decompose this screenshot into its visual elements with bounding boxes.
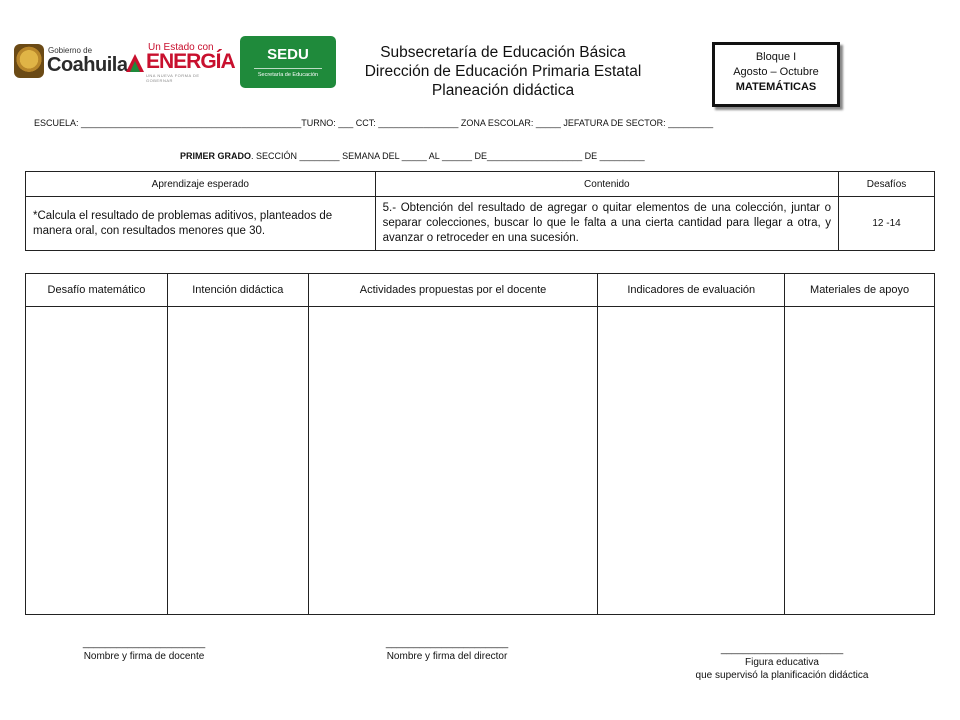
table-row — [26, 197, 935, 251]
grado-label: PRIMER GRADO — [180, 151, 252, 161]
header-desafio-matematico: Desafío matemático — [26, 274, 168, 307]
grado-line[interactable] — [180, 151, 645, 161]
signature-figura — [662, 643, 902, 682]
energia-logo-sub-text: UNA NUEVA FORMA DE GOBERNAR — [146, 73, 200, 83]
header-desafios: Desafíos — [839, 172, 935, 197]
grado-fields: . SECCIÓN ________ SEMANA DEL _____ AL ______ DE___________________ DE _________ — [251, 151, 645, 161]
signature-label-figura-1: Figura educativa — [745, 657, 819, 668]
bloque-label: Bloque I — [755, 51, 797, 63]
cell-desafio-matematico[interactable] — [26, 307, 168, 615]
bloque-period: Agosto – Octubre — [733, 66, 819, 78]
title-planeacion: Planeación didáctica — [431, 82, 575, 99]
signature-line-director[interactable]: ______________________ — [385, 638, 509, 649]
cell-actividades[interactable] — [308, 307, 598, 615]
header-intencion-didactica: Intención didáctica — [167, 274, 308, 307]
header-aprendizaje: Aprendizaje esperado — [26, 172, 376, 197]
coahuila-seal-icon — [14, 44, 44, 78]
signature-director — [337, 637, 557, 663]
sedu-logo — [240, 36, 336, 88]
signature-label-figura-2: que supervisó la planificación didáctica — [695, 670, 869, 681]
header-contenido: Contenido — [375, 172, 838, 197]
energia-logo-top-text: Un Estado con — [148, 42, 214, 53]
cell-aprendizaje[interactable]: *Calcula el resultado de problemas aditivos, planteados de manera oral, con resultados menores que 30. — [26, 197, 376, 251]
sedu-logo-text: SEDU — [267, 46, 309, 63]
cell-contenido[interactable]: 5.- Obtención del resultado de agregar o quitar elementos de una colección, juntar o separar colecciones, buscar lo que le falta a una cierta cantidad para llegar a otra, y avanzar o retroceder en una sucesión. — [375, 197, 838, 251]
signature-line-figura[interactable]: ______________________ — [720, 644, 844, 655]
header-indicadores: Indicadores de evaluación — [598, 274, 785, 307]
aprendizaje-header-row — [26, 172, 935, 197]
signature-docente — [34, 637, 254, 663]
planeacion-table — [25, 273, 935, 615]
cell-desafios[interactable]: 12 -14 — [839, 197, 935, 251]
coahuila-logo-small-text: Gobierno de — [48, 46, 93, 55]
signature-label-docente: Nombre y firma de docente — [83, 651, 205, 662]
cell-intencion-didactica[interactable] — [167, 307, 308, 615]
escuela-line[interactable]: ESCUELA: ____________________________________________TURNO: ___ CCT: ________________ ZONA ESCOLAR: _____ JEFATURA DE SECTOR: _________ — [34, 118, 714, 128]
header-materiales: Materiales de apoyo — [785, 274, 935, 307]
sedu-logo-divider — [254, 68, 322, 69]
bloque-box — [712, 42, 840, 107]
cell-indicadores[interactable] — [598, 307, 785, 615]
energia-logo-text: ENERGÍA — [146, 50, 235, 73]
aprendizaje-table — [25, 171, 935, 251]
header-actividades: Actividades propuestas por el docente — [308, 274, 598, 307]
sedu-logo-sub-text: Secretaría de Educación — [257, 72, 319, 78]
planeacion-header-row — [26, 274, 935, 307]
coahuila-logo-text: Coahuila — [47, 54, 128, 76]
signature-line-docente[interactable]: ______________________ — [82, 638, 206, 649]
energia-logo — [124, 42, 235, 83]
bloque-subject: MATEMÁTICAS — [735, 81, 817, 93]
title-direccion: Dirección de Educación Primaria Estatal — [364, 63, 642, 80]
title-subsecretaria: Subsecretaría de Educación Básica — [380, 44, 626, 61]
table-row — [26, 307, 935, 615]
header-titles — [345, 43, 661, 100]
energia-mark-icon — [124, 52, 146, 74]
signature-label-director: Nombre y firma del director — [386, 651, 508, 662]
cell-materiales[interactable] — [785, 307, 935, 615]
coahuila-logo — [14, 42, 128, 80]
